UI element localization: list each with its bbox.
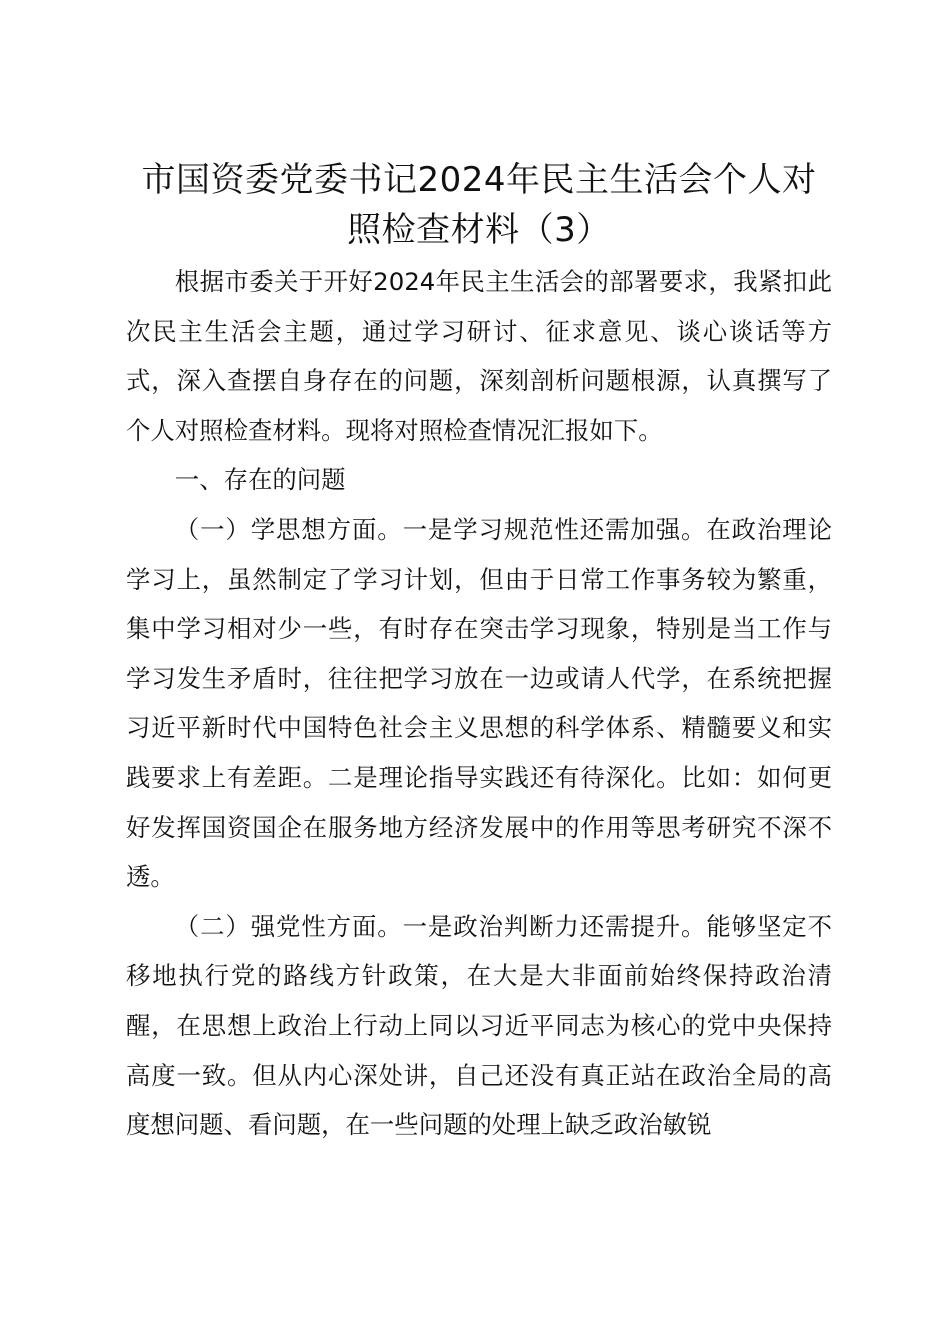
paragraph-intro: 根据市委关于开好2024年民主生活会的部署要求，我紧扣此次民主生活会主题，通过学习研讨、征求意见、谈心谈话等方式，深入查摆自身存在的问题，深刻剖析问题根源，认真撰写了个人对照检查材料。现将对照检查情况汇报如下。: [126, 267, 832, 445]
document-page: [126, 155, 832, 1150]
document-title: 市国资委党委书记2024年民主生活会个人对照检查材料（3）: [141, 160, 817, 250]
paragraph-study-thought: （一）学思想方面。一是学习规范性还需加强。在政治理论学习上，虽然制定了学习计划，但由于日常工作事务较为繁重，集中学习相对少一些，有时存在突击学习现象，特别是当工作与学习发生矛盾时，往往把学习放在一边或请人代学，在系统把握习近平新时代中国特色社会主义思想的科学体系、精髓要义和实践要求上有差距。二是理论指导实践还有待深化。比如：如何更好发挥国资国企在服务地方经济发展中的作用等思考研究不深不透。: [126, 514, 832, 892]
paragraph-party-spirit: （二）强党性方面。一是政治判断力还需提升。能够坚定不移地执行党的路线方针政策，在大是大非面前始终保持政治清醒，在思想上政治上行动上同以习近平同志为核心的党中央保持高度一致。但从内心深处讲，自己还没有真正站在政治全局的高度想问题、看问题，在一些问题的处理上缺乏政治敏锐: [126, 911, 832, 1140]
document-body: [126, 257, 832, 1150]
section-heading-problems: 一、存在的问题: [174, 465, 346, 495]
